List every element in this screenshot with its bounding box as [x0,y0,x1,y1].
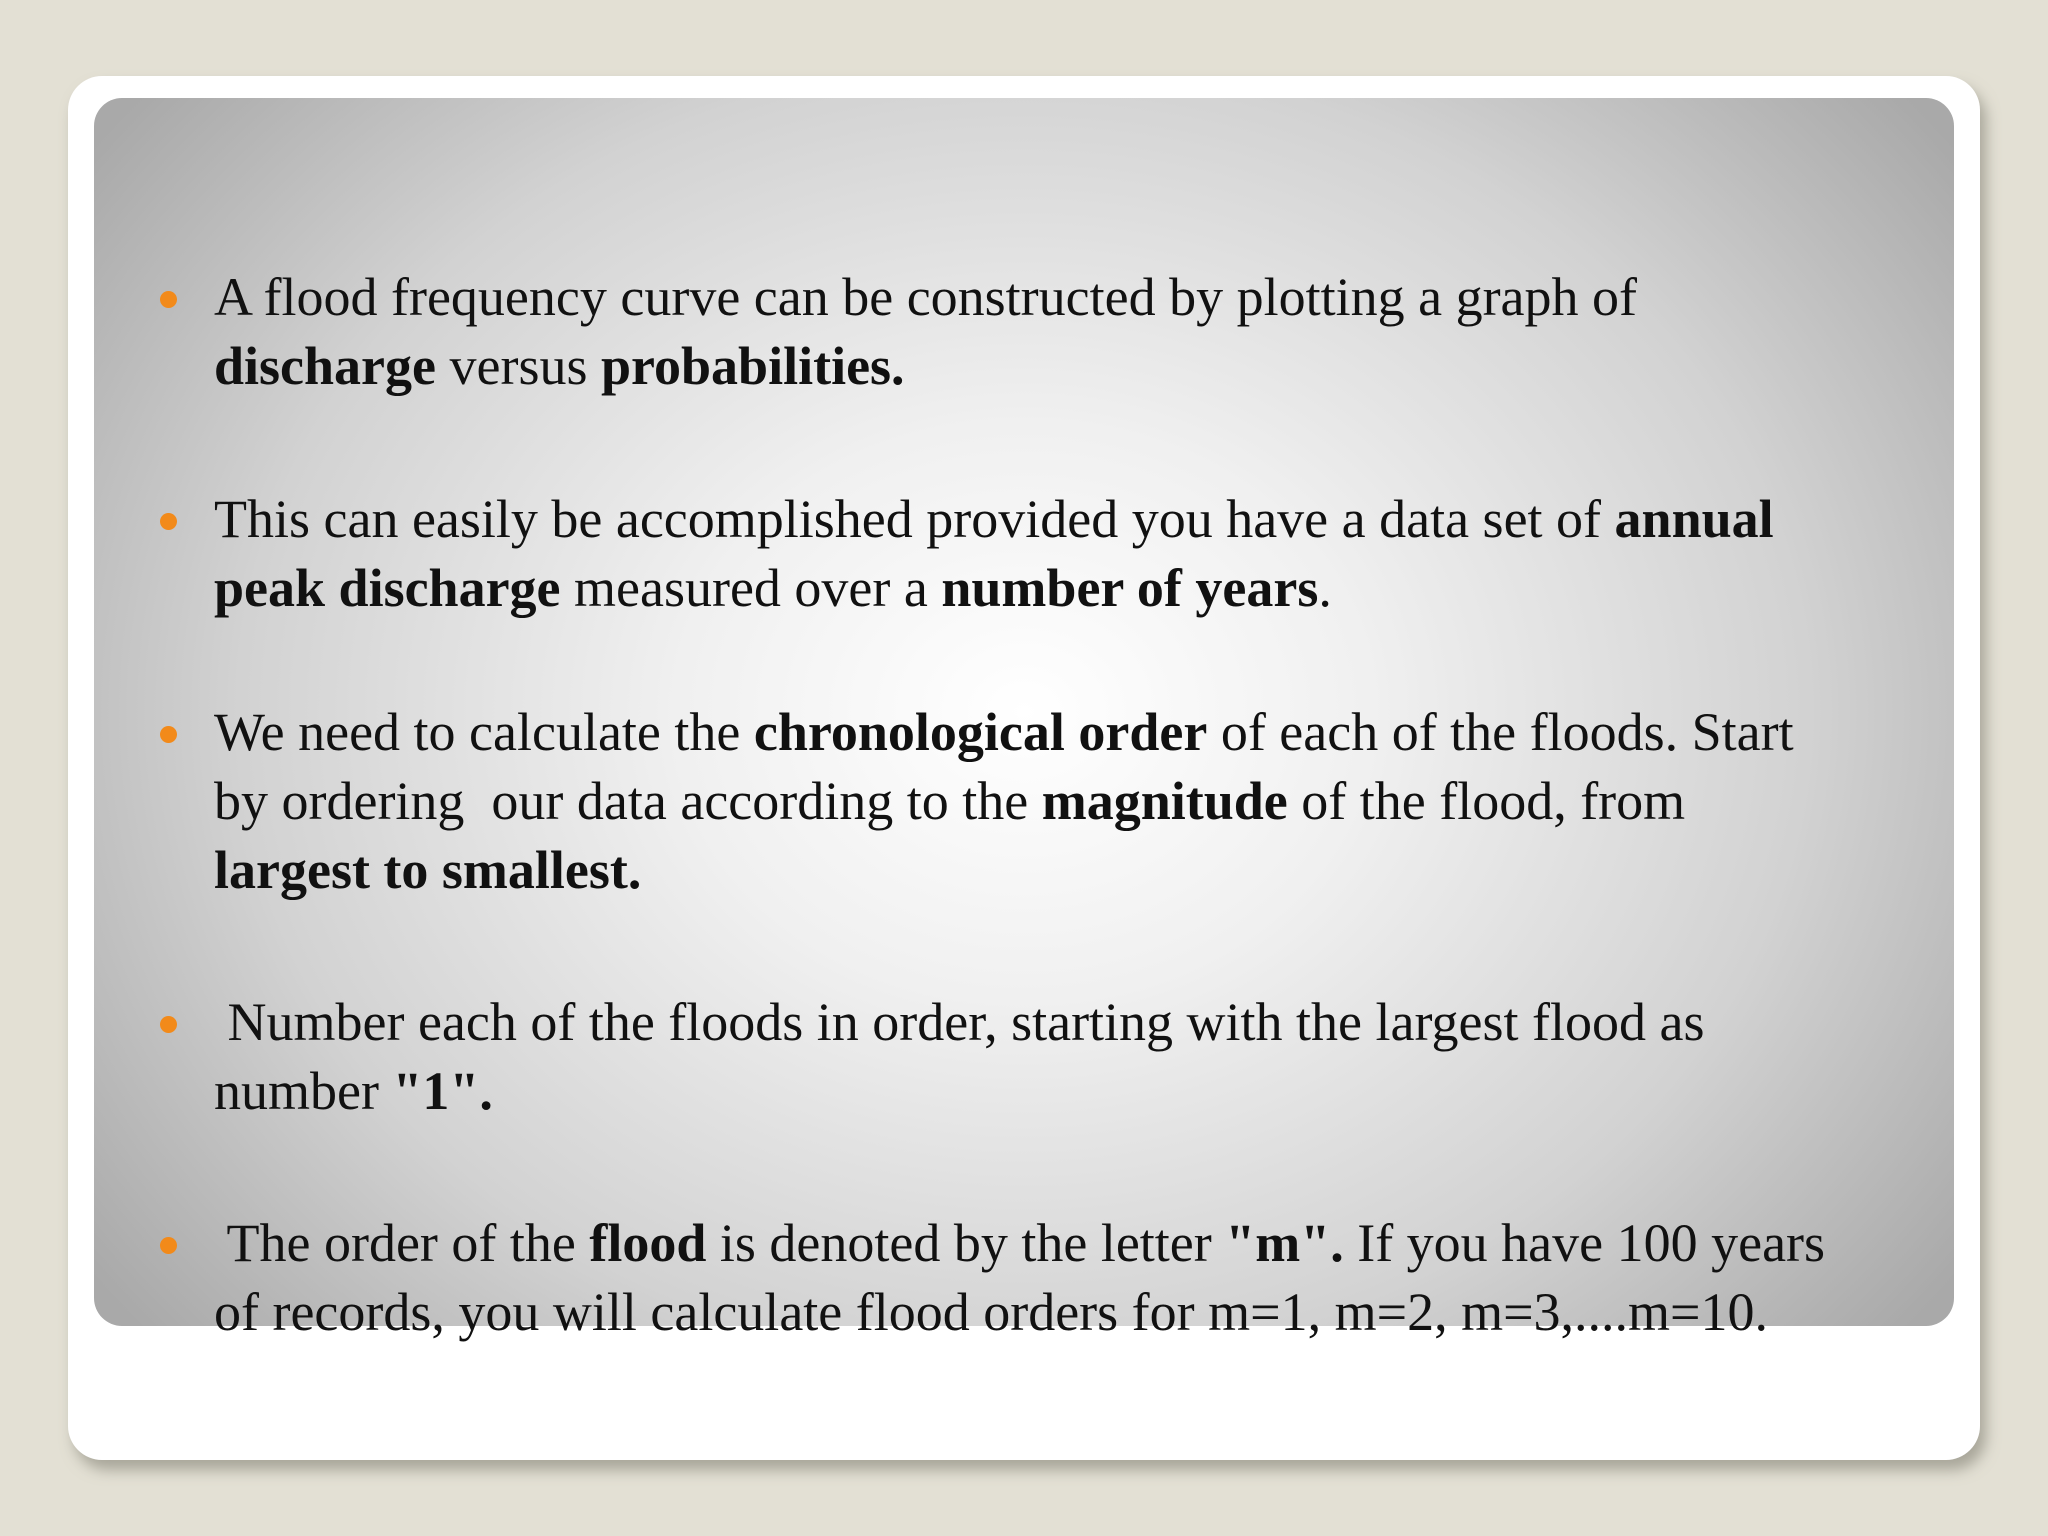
text-segment: This can easily be accomplished provided you have a data set of [214,489,1615,549]
bullet-line [214,263,1944,332]
bullet-text [214,263,1944,401]
bullet-text [214,1209,1944,1347]
bullet-line [214,767,1944,836]
slide-card [68,76,1980,1460]
text-segment: We need to calculate the [214,702,754,762]
bold-text-segment: discharge [214,336,436,396]
bold-text-segment: largest to smallest. [214,840,642,900]
text-segment: Number each of the floods in order, starting with the largest flood as [214,992,1705,1052]
bullet-text [214,698,1944,905]
bold-text-segment: number of years [941,558,1319,618]
bullet-line [214,1278,1944,1347]
bold-text-segment: chronological order [753,702,1208,762]
text-segment: is denoted by the letter [706,1213,1226,1273]
bullet-text [214,485,1944,623]
bullet-line [214,332,1944,401]
bullet-dot-icon [160,1016,177,1033]
text-segment: of the flood, from [1287,771,1686,831]
text-segment: The order of the [214,1213,590,1273]
bullet-dot-icon [160,726,177,743]
bold-text-segment: magnitude [1041,771,1288,831]
text-segment: A flood frequency curve can be constructed by plotting a graph of [214,267,1638,327]
text-segment: measured over a [560,558,942,618]
text-segment: of records, you will calculate flood orders for m=1, m=2, m=3,....m=10. [214,1282,1768,1342]
bullet-line [214,836,1944,905]
text-segment: . [1318,558,1332,618]
bold-text-segment: annual [1614,489,1774,549]
bullet-text [214,988,1944,1126]
text-segment: If you have 100 years [1343,1213,1826,1273]
bold-text-segment: "1". [392,1061,493,1121]
bold-text-segment: "m". [1225,1213,1344,1273]
bullet-dot-icon [160,1237,177,1254]
bullet-line [214,1057,1944,1126]
bullet-line [214,485,1944,554]
bullet-dot-icon [160,291,177,308]
content-panel [94,98,1954,1342]
text-segment: versus [436,336,601,396]
text-segment: number [214,1061,393,1121]
bullet-line [214,554,1944,623]
text-segment: by ordering our data according to the [214,771,1042,831]
bullet-line [214,1209,1944,1278]
bold-text-segment: peak discharge [214,558,561,618]
bullet-line [214,988,1944,1057]
bold-text-segment: flood [589,1213,707,1273]
text-segment: of each of the floods. Start [1207,702,1794,762]
bullet-line [214,698,1944,767]
bold-text-segment: probabilities. [600,336,905,396]
bullet-dot-icon [160,513,177,530]
